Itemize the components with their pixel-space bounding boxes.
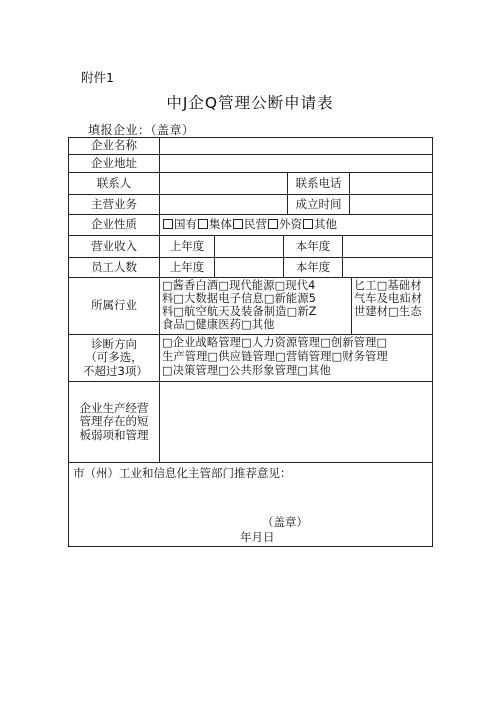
- industry-line: 料□大数据电子信息□新能源5: [162, 292, 317, 305]
- company-name-field[interactable]: [160, 138, 432, 154]
- nature-options: [160, 215, 432, 235]
- revenue-this-year-field[interactable]: [343, 236, 432, 257]
- industry-options-left[interactable]: [160, 278, 351, 334]
- revenue-prev-year-label: 上年度: [169, 238, 205, 253]
- diagnosis-line: 生产管理□供应链管理□营销管理□财务管理: [162, 350, 388, 363]
- checkbox-icon[interactable]: [233, 219, 243, 229]
- checkbox-icon[interactable]: [198, 219, 208, 229]
- diagnosis-label: 诊断方向（可多选，不超过3项）: [83, 337, 148, 378]
- industry-line: 匕工□基础材: [354, 279, 422, 292]
- contact-phone-label: 联系电话: [295, 175, 342, 190]
- employees-this-year-field[interactable]: [343, 258, 432, 277]
- nature-option-state[interactable]: 国有: [162, 218, 197, 231]
- established-label: 成立时间: [295, 196, 342, 211]
- shortboard-field[interactable]: [160, 382, 432, 462]
- application-form-table: [68, 137, 433, 547]
- checkbox-icon[interactable]: [268, 219, 278, 229]
- recommend-seal: （盖章）: [262, 515, 308, 529]
- contact-label: 联系人: [96, 175, 132, 190]
- company-address-label: 企业地址: [91, 155, 137, 170]
- employees-label: 员工人数: [91, 259, 137, 274]
- industry-options-right[interactable]: [352, 278, 432, 334]
- contact-field[interactable]: [160, 173, 287, 194]
- nature-option-foreign[interactable]: 外资: [267, 218, 302, 231]
- revenue-label: 营业收入: [91, 238, 137, 253]
- employees-prev-year-field[interactable]: [215, 258, 283, 277]
- checkbox-icon[interactable]: [303, 219, 313, 229]
- established-field[interactable]: [350, 195, 432, 214]
- industry-line: □酱香白酒□现代能源□现代4: [162, 279, 316, 292]
- nature-option-collective[interactable]: 集体: [197, 218, 232, 231]
- row-divider: [69, 462, 432, 463]
- diagnosis-options[interactable]: [160, 335, 432, 381]
- diagnosis-line: □企业战略管理□人力资源管理□创新管理□: [162, 336, 388, 349]
- industry-line: 食品□健康医药□其他: [162, 318, 275, 331]
- recommend-field[interactable]: [160, 484, 432, 514]
- recommend-label: 市（州）工业和信息化主管部门推荐意见：: [73, 466, 292, 480]
- checkbox-icon[interactable]: [163, 219, 173, 229]
- industry-label: 所属行业: [91, 298, 137, 313]
- main-business-field[interactable]: [160, 195, 287, 214]
- nature-option-private[interactable]: 民营: [232, 218, 267, 231]
- recommend-date: 年月日: [240, 530, 275, 544]
- employees-this-year-label: 本年度: [295, 259, 331, 274]
- filler-company-label: 填报企业：（盖章）: [88, 123, 195, 137]
- company-name-label: 企业名称: [91, 138, 137, 153]
- main-business-label: 主营业务: [91, 196, 137, 211]
- contact-phone-field[interactable]: [350, 173, 432, 194]
- employees-prev-year-label: 上年度: [169, 259, 205, 274]
- revenue-prev-year-field[interactable]: [215, 236, 283, 257]
- industry-line: 世建材□生态: [354, 305, 422, 318]
- nature-option-other[interactable]: 其他: [302, 218, 337, 231]
- industry-line: 气车及电疝材: [354, 292, 423, 305]
- industry-line: 料□航空航天及装备制造□新Z: [162, 305, 317, 318]
- shortboard-label: 企业生产经营管理存在的短板弱项和管理: [79, 401, 149, 442]
- diagnosis-line: □决策管理□公共形象管理□其他: [162, 364, 331, 377]
- company-address-field[interactable]: [160, 155, 432, 172]
- nature-label: 企业性质: [91, 217, 137, 232]
- attachment-label: 附件1: [81, 70, 114, 85]
- revenue-this-year-label: 本年度: [295, 238, 331, 253]
- page-title: 中J企Q管理公断申请表: [166, 94, 334, 112]
